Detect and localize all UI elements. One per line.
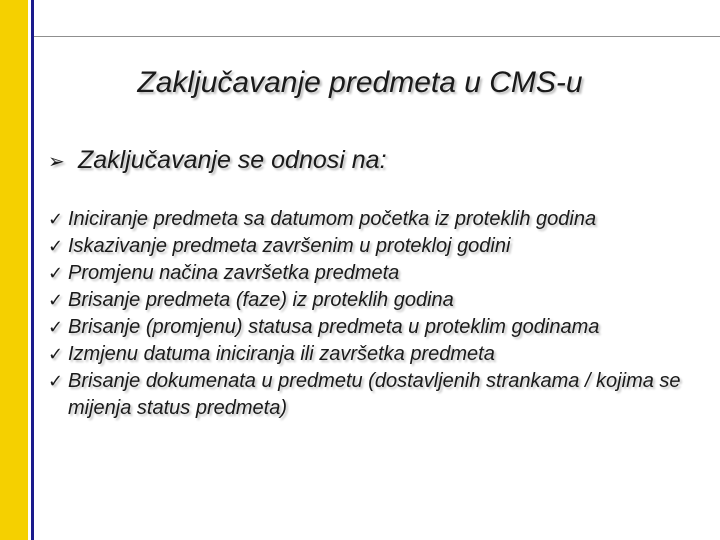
check-icon: ✓ — [48, 236, 64, 256]
check-icon: ✓ — [48, 263, 64, 283]
list-item-text: Iskazivanje predmeta završenim u protekloj godini — [68, 235, 511, 257]
arrow-bullet-icon: ➢ — [48, 151, 65, 173]
top-divider — [34, 36, 720, 37]
list-item — [48, 206, 688, 233]
check-icon: ✓ — [48, 317, 64, 337]
intro-line — [48, 146, 387, 175]
slide-title: Zaključavanje predmeta u CMS-u — [137, 66, 583, 99]
check-icon: ✓ — [48, 209, 64, 229]
list-item — [48, 314, 688, 341]
list-item — [48, 368, 688, 422]
list-item — [48, 260, 688, 287]
check-list — [48, 206, 688, 422]
check-icon: ✓ — [48, 290, 64, 310]
list-item-text: Brisanje (promjenu) statusa predmeta u proteklim godinama — [68, 316, 600, 338]
list-item-text: Izmjenu datuma iniciranja ili završetka predmeta — [68, 343, 495, 365]
list-item-text: Iniciranje predmeta sa datumom početka iz proteklih godina — [68, 208, 597, 230]
list-item-text: Promjenu načina završetka predmeta — [68, 262, 400, 284]
list-item-text: Brisanje predmeta (faze) iz proteklih godina — [68, 289, 454, 311]
check-icon: ✓ — [48, 344, 64, 364]
list-item-text: Brisanje dokumenata u predmetu (dostavljenih strankama / kojima se mijenja status predmeta) — [68, 370, 681, 419]
intro-text: Zaključavanje se odnosi na: — [78, 146, 387, 174]
list-item — [48, 341, 688, 368]
list-item — [48, 287, 688, 314]
check-icon: ✓ — [48, 371, 64, 391]
list-item — [48, 233, 688, 260]
